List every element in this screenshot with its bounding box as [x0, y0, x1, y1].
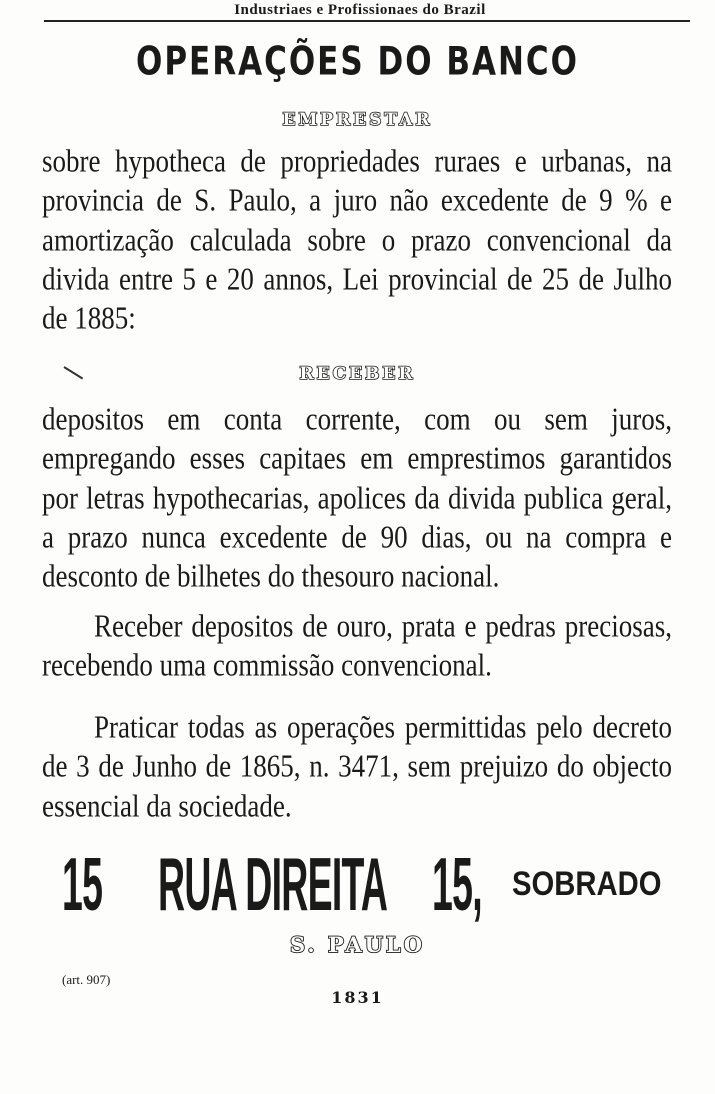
- page-number: 1831: [331, 988, 384, 1007]
- paragraph-lend: sobre hypotheca de propriedades ruraes e urbanas, na provincia de S. Paulo, a juro não excedente de 9 % e amortização calculada sobre o prazo convencional da divida entre 5 e 20 annos, Lei provincial de 25 de Julho de 1885:: [42, 143, 672, 336]
- address-line: [60, 842, 680, 928]
- section-heading-receive: RECEBER: [299, 364, 416, 384]
- city-name: S. PAULO: [290, 932, 425, 957]
- advert-title: OPERAÇÕES DO BANCO: [135, 39, 580, 85]
- article-reference: (art. 907): [62, 972, 111, 987]
- address-number-left: 15: [62, 843, 103, 928]
- address-street: RUA DIREITA: [158, 843, 388, 928]
- paragraph-valuables: Receber depositos de ouro, prata e pedras preciosas, recebendo uma commissão convencional.: [42, 608, 672, 683]
- paragraph-receive: depositos em conta corrente, com ou sem juros, empregando esses capitaes em emprestimos garantidos por letras hypothecarias, apolices da divida publica geral, a prazo nunca excedente de 90 dias, ou na compra e desconto de bilhetes do thesouro nacional.: [42, 401, 672, 594]
- section-heading-lend: EMPRESTAR: [282, 110, 433, 130]
- header-rule: [44, 20, 690, 22]
- address-floor: SOBRADO: [512, 865, 662, 903]
- address-number-right: 15,: [432, 843, 482, 928]
- running-head: Industriaes e Profissionaes do Brazil: [234, 2, 486, 18]
- paragraph-operations: Praticar todas as operações permittidas pelo decreto de 3 de Junho de 1865, n. 3471, sem prejuizo do objecto essencial da sociedade.: [42, 709, 672, 824]
